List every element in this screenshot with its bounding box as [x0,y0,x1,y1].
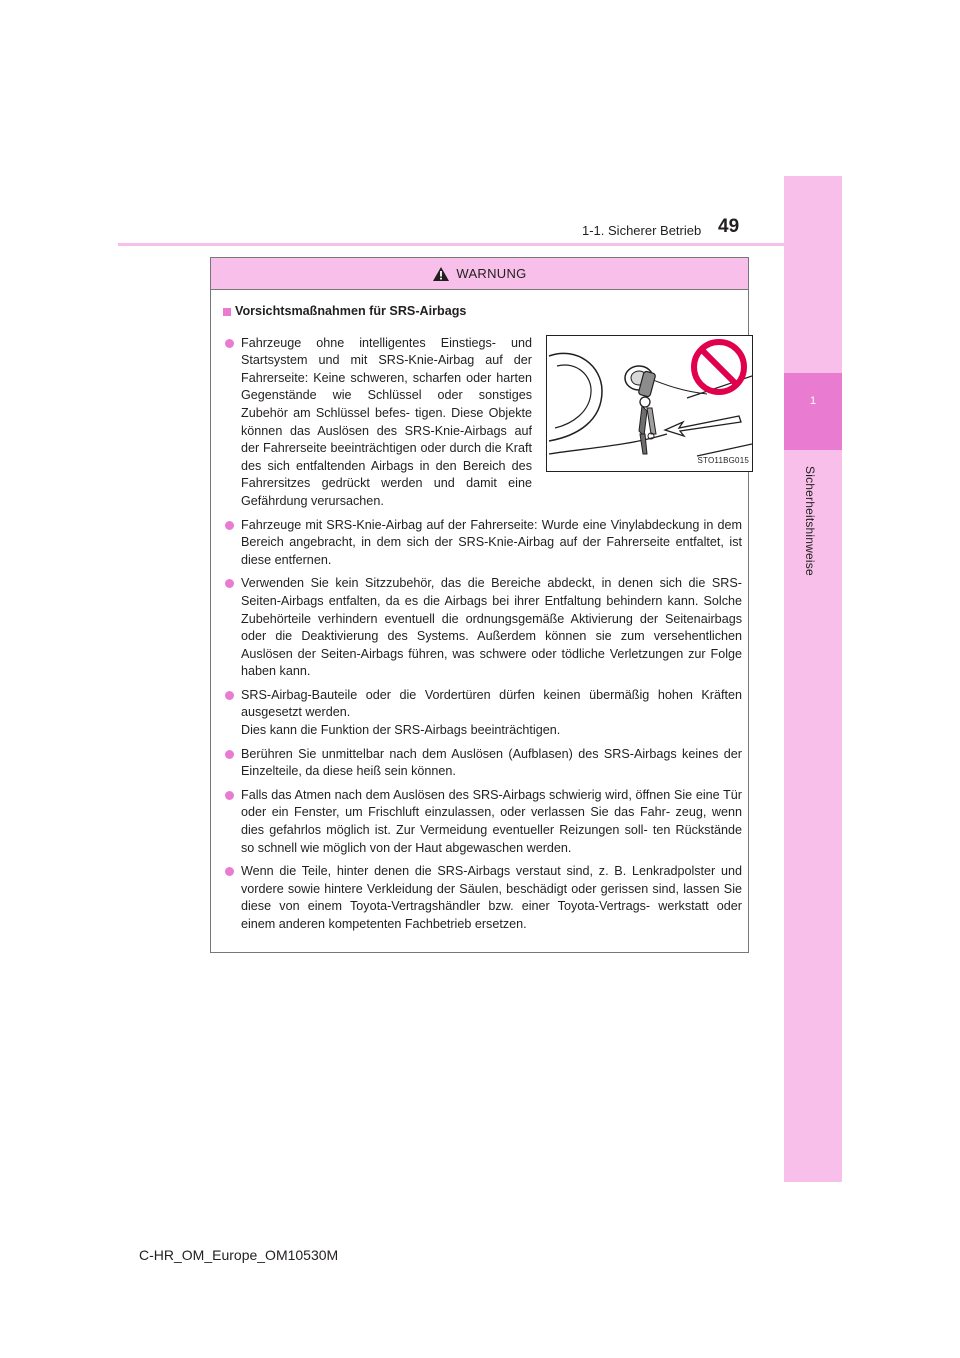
header-section-title: 1-1. Sicherer Betrieb [582,223,702,238]
bullet-dot-icon [225,339,234,348]
list-item [223,575,742,681]
chapter-title: Sicherheitshinweise [803,466,817,576]
warning-header [211,258,748,290]
warning-box [210,257,749,953]
square-bullet-icon [223,308,231,316]
bullet-dot-icon [225,521,234,530]
list-item-text: Falls das Atmen nach dem Auslösen des SRS-Airbags schwierig wird, öffnen Sie eine Tür oder ein Fenster, um Frischluft einzulassen, oder verlassen Sie das Fahr- zeug, wenn dies gefahrlos möglich ist. Zur Vermeidung eventueller Reizungen soll- ten Rückstände so schnell wie möglich von der Haut abgewaschen werden. [241,787,742,855]
list-item-text: Wenn die Teile, hinter denen die SRS-Airbags verstaut sind, z. B. Lenkradpolster und vordere sowie hintere Verkleidung der Säulen, beschädigt oder gerissen sind, lassen Sie diese von einem Toyota-Vertragshändler bzw. einer Toyota-Vertrags- werkstatt oder einem anderen kompetenten Fachbetrieb ersetzen. [241,864,742,931]
key-prohibition-illustration [546,335,753,472]
bullet-dot-icon [225,691,234,700]
section-heading [223,303,742,321]
list-item-text: Fahrzeuge mit SRS-Knie-Airbag auf der Fahrerseite: Wurde eine Vinylabdeckung in dem Bereich angebracht, in dem sich der SRS-Knie-Airbag auf der Fahrerseite entfaltet, ist diese entfernen. [241,517,742,567]
bullet-dot-icon [225,579,234,588]
ignition-key-drawing [547,336,752,471]
list-item-text: SRS-Airbag-Bauteile oder die Vordertüren dürfen keinen übermäßig hohen Kräften ausgesetzt werden. [241,687,742,720]
figure-code: STO11BG015 [697,456,749,465]
list-item-text: Berühren Sie unmittelbar nach dem Auslösen (Aufblasen) des SRS-Airbags keines der Einzelteile, da diese heiß sein können. [241,746,742,779]
list-item [223,335,532,511]
list-item-text: Fahrzeuge ohne intelligentes Einstiegs- und Startsystem und mit SRS-Knie-Airbag auf der Fahrerseite: Keine schweren, scharfen oder harten Gegenstände wie Schlüssel oder sonstiges Zubehör am Schlüssel befes- tigen. Diese Objekte können das Auslösen des SRS-Knie-Airbags auf der Fahrerseite beeinträchtigen oder durch die Kraft des sich entfaltenden Airbags in den Bereich des Fahrersitzes gedrückt werden und damit eine Gefährdung verursachen. [241,335,532,508]
list-item [223,863,742,933]
list-item [223,787,742,857]
warning-triangle-icon [432,266,450,282]
bullet-dot-icon [225,867,234,876]
bullet-dot-icon [225,791,234,800]
list-item-extra-text: Dies kann die Funktion der SRS-Airbags beeinträchtigen. [241,723,561,738]
warning-title: WARNUNG [456,266,527,281]
chapter-number: 1 [809,395,817,407]
list-item-text: Verwenden Sie kein Sitzzubehör, das die Bereiche abdeckt, in denen sich die SRS- Seiten-Airbags entfalten, da es die Airbags bei ihrer Entfaltung behindern kann. Solche Zubehörteile verhindern eventuell die ordnungsgemäße Aktivierung der Seitenairbags oder die Deaktivierung des Systems. Außerdem können sie zum versehentlichen Auslösen der Seiten-Airbags führen, was schwere oder tödliche Verletzungen zur Folge haben kann. [241,576,742,679]
warning-body [211,303,748,934]
page-number: 49 [718,216,740,237]
chapter-number-block [784,373,842,450]
footer-doc-id: C-HR_OM_Europe_OM10530M [139,1247,339,1263]
first-item-with-figure [223,335,749,511]
header-rule [118,243,784,246]
list-item [223,687,742,740]
chapter-side-tab [784,176,842,1182]
list-item [223,517,742,570]
list-item [223,746,742,781]
bullet-dot-icon [225,750,234,759]
section-heading-text: Vorsichtsmaßnahmen für SRS-Airbags [235,304,467,318]
